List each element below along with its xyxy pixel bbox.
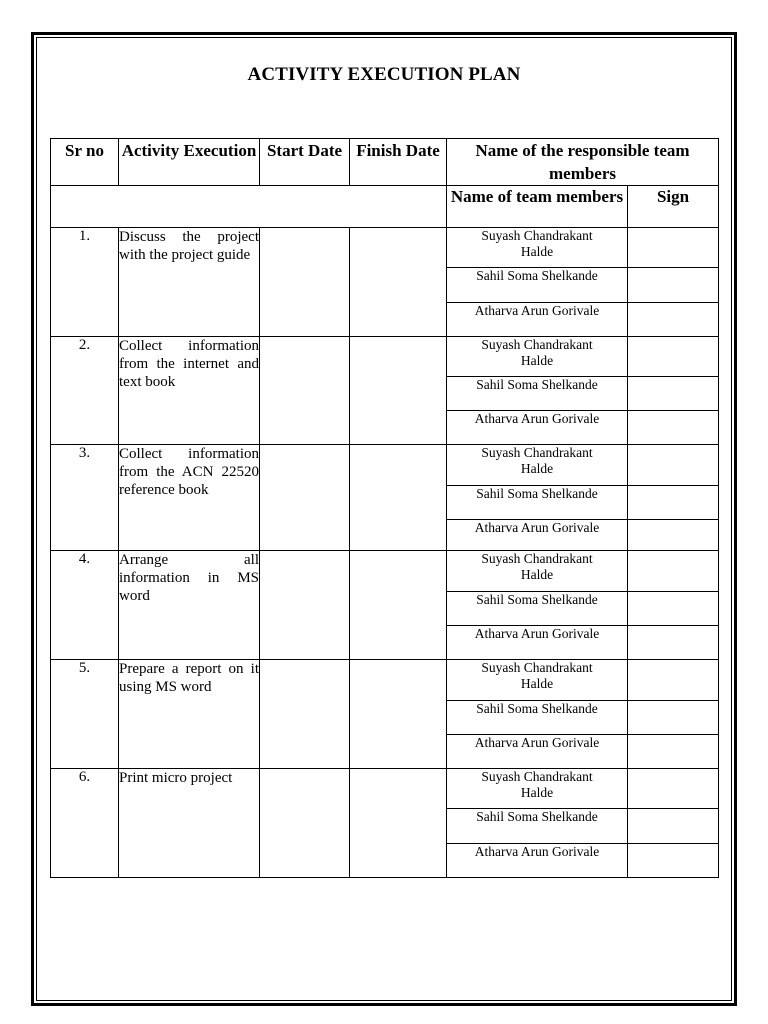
sign-cell xyxy=(628,411,719,445)
sign-cell xyxy=(628,769,719,809)
start-date-cell xyxy=(260,228,350,337)
finish-date-cell xyxy=(350,660,447,769)
member-name-cell: Suyash Chandrakant Halde xyxy=(447,769,628,809)
subheader-blank-cell xyxy=(51,186,447,228)
sign-cell xyxy=(628,844,719,878)
sign-cell xyxy=(628,735,719,769)
member-name-cell: Suyash Chandrakant Halde xyxy=(447,551,628,592)
member-name-cell: Atharva Arun Gorivale xyxy=(447,411,628,445)
sign-cell xyxy=(628,660,719,701)
member-name-cell: Atharva Arun Gorivale xyxy=(447,520,628,551)
member-name-cell: Atharva Arun Gorivale xyxy=(447,303,628,337)
finish-date-cell xyxy=(350,228,447,337)
member-name-cell: Sahil Soma Shelkande xyxy=(447,486,628,520)
sign-cell xyxy=(628,377,719,411)
sign-cell xyxy=(628,486,719,520)
sr-no-cell: 3. xyxy=(51,445,119,551)
sign-cell xyxy=(628,445,719,486)
member-name-cell: Atharva Arun Gorivale xyxy=(447,844,628,878)
header-activity: Activity Execution xyxy=(119,139,260,186)
member-name-cell: Sahil Soma Shelkande xyxy=(447,701,628,735)
sr-no-cell: 2. xyxy=(51,337,119,445)
member-name-cell: Suyash Chandrakant Halde xyxy=(447,445,628,486)
table-row xyxy=(51,769,719,809)
finish-date-cell xyxy=(350,769,447,878)
sign-cell xyxy=(628,337,719,377)
sr-no-cell: 1. xyxy=(51,228,119,337)
header-sr-no: Sr no xyxy=(51,139,119,186)
activity-plan-table xyxy=(50,138,719,878)
header-row xyxy=(51,139,719,186)
sr-no-cell: 4. xyxy=(51,551,119,660)
start-date-cell xyxy=(260,337,350,445)
sign-cell xyxy=(628,701,719,735)
start-date-cell xyxy=(260,445,350,551)
member-name-cell: Atharva Arun Gorivale xyxy=(447,735,628,769)
member-name-cell: Suyash Chandrakant Halde xyxy=(447,337,628,377)
member-name-cell: Suyash Chandrakant Halde xyxy=(447,660,628,701)
table-row xyxy=(51,228,719,268)
activity-cell: Prepare a report on it using MS word xyxy=(119,660,260,769)
sign-cell xyxy=(628,809,719,844)
activity-cell: Discuss the project with the project guide xyxy=(119,228,260,337)
member-name-cell: Sahil Soma Shelkande xyxy=(447,592,628,626)
member-name-cell: Atharva Arun Gorivale xyxy=(447,626,628,660)
sign-cell xyxy=(628,592,719,626)
member-name-cell: Suyash Chandrakant Halde xyxy=(447,228,628,268)
activity-rows xyxy=(51,228,719,878)
table-row xyxy=(51,445,719,486)
start-date-cell xyxy=(260,660,350,769)
activity-cell: Collect information from the ACN 22520 reference book xyxy=(119,445,260,551)
sr-no-cell: 5. xyxy=(51,660,119,769)
member-name-cell: Sahil Soma Shelkande xyxy=(447,268,628,303)
header-responsible-members: Name of the responsible team members xyxy=(447,139,719,186)
sign-cell xyxy=(628,228,719,268)
sign-cell xyxy=(628,551,719,592)
member-name-cell: Sahil Soma Shelkande xyxy=(447,377,628,411)
sign-cell xyxy=(628,520,719,551)
document-title: ACTIVITY EXECUTION PLAN xyxy=(247,64,521,85)
header-sign: Sign xyxy=(628,186,719,228)
finish-date-cell xyxy=(350,551,447,660)
sign-cell xyxy=(628,303,719,337)
table-row xyxy=(51,660,719,701)
sr-no-cell: 6. xyxy=(51,769,119,878)
start-date-cell xyxy=(260,769,350,878)
table-row xyxy=(51,551,719,592)
finish-date-cell xyxy=(350,445,447,551)
header-start-date: Start Date xyxy=(260,139,350,186)
member-name-cell: Sahil Soma Shelkande xyxy=(447,809,628,844)
finish-date-cell xyxy=(350,337,447,445)
sign-cell xyxy=(628,626,719,660)
subheader-row xyxy=(51,186,719,228)
table-row xyxy=(51,337,719,377)
header-finish-date: Finish Date xyxy=(350,139,447,186)
start-date-cell xyxy=(260,551,350,660)
header-member-name: Name of team members xyxy=(447,186,628,228)
activity-cell: Print micro project xyxy=(119,769,260,878)
sign-cell xyxy=(628,268,719,303)
activity-cell: Arrange all information in MS word xyxy=(119,551,260,660)
activity-cell: Collect information from the internet and text book xyxy=(119,337,260,445)
